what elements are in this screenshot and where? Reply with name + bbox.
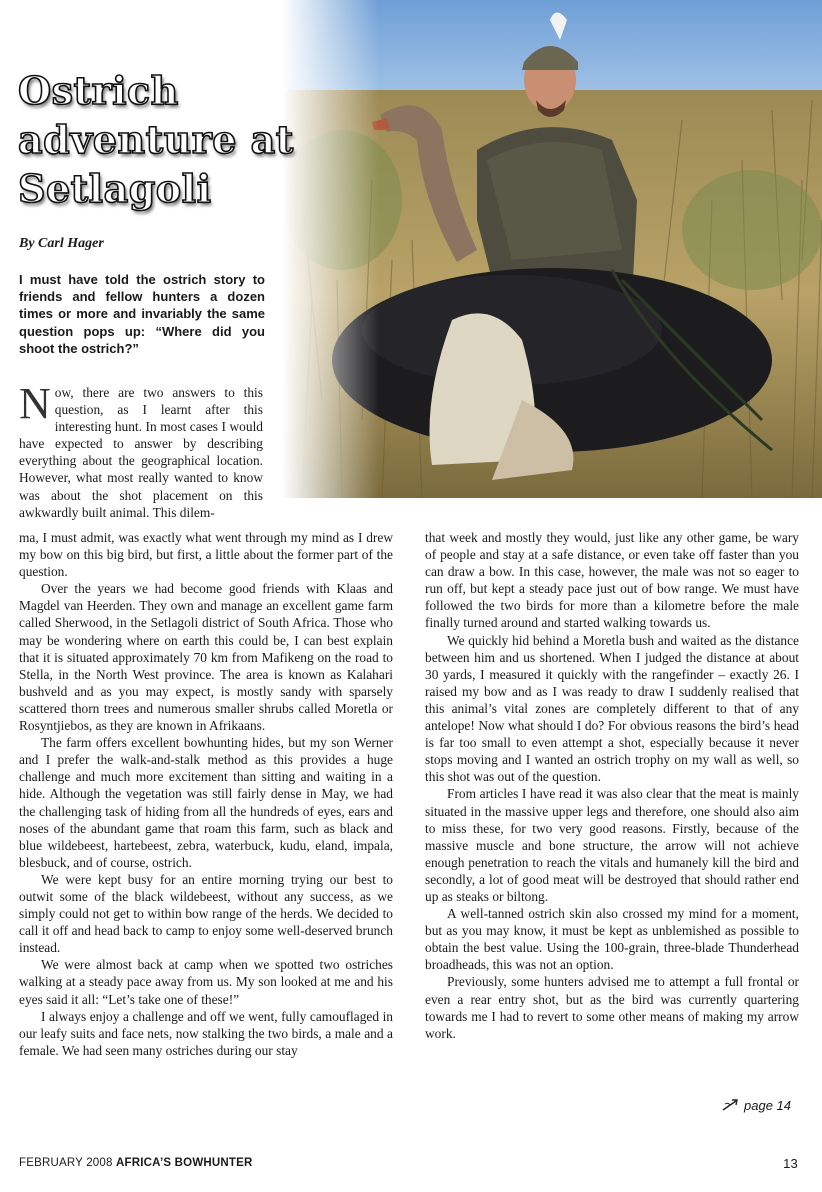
opening-paragraph [19,379,263,521]
magazine-name: AFRICA’S BOWHUNTER [116,1157,253,1169]
continued-label: page 14 [744,1098,791,1113]
body-paragraph: We quickly hid behind a Moretla bush and waited as the distance between him and us shortened. When I judged the distance at about 30 yards, I measured it quickly with the rangefinder – exactly 26. I raised my bow and as I was ready to draw I suddenly realised that this animal’s vital zones are completely different to that of any antelope! Now what should I do? For obvious reasons the bird’s head is far too small to even attempt a shot, especially because it never stops moving and I wanted an ostrich trophy on my wall as well, so this shot was out of the question. [425,632,799,785]
body-paragraph: Over the years we had become good friends with Klaas and Magdel van Heerden. They own and manage an excellent game farm called Sherwood, in the Setlagoli district of South Africa. Those who may be wondering where on earth this could be, I can best explain that it is situated approximately 70 km from Mafikeng on the road to Stella, in the North West province. The area is known as Kalahari bushveld and as you may expect, is mostly sandy with sparsely scattered thorn trees and numerous smaller shrubs called Moretla or Rosyntjiebos, as they are known in Afrikaans. [19,581,393,734]
body-paragraph: A well-tanned ostrich skin also crossed my mind for a moment, but as you may know, it must be kept as unblemished as possible to obtain the best value. Using the 100-grain, three-blade Thunderhead broadheads, this was not an option. [425,906,799,973]
page-number: 13 [783,1156,798,1171]
author-byline: By Carl Hager [19,236,104,251]
title-line-1: Ostrich [18,68,179,113]
title-line-3: Setlagoli [18,166,212,211]
opening-text: ow, there are two answers to this question, as I learnt after this interesting hunt. In most cases I would have expected to answer by describing everything about the geographical location. However, what most really wanted to know was about the shot placement on this awkwardly built animal. This dilem- [19,385,263,520]
article-opening [19,379,263,521]
body-paragraph: Previously, some hunters advised me to attempt a full frontal or even a rear entry shot, but as the bird was currently quartering towards me I had to revert to some other means of making my arrow work. [425,974,799,1041]
body-paragraph: The farm offers excellent bowhunting hides, but my son Werner and I prefer the walk-and-stalk method as this provides a huge challenge and much more excitement than sitting and waiting in a hide. Although the vegetation was still fairly dense in May, we had the challenging task of hiding from all the hundreds of eyes, ears and noses of the abundant game that roam this farm, such as black and blue wildebeest, hartebeest, zebra, waterbuck, kudu, eland, impala, blesbuck, and of course, ostrich. [19,735,393,870]
article-title [18,66,378,213]
title-line-2: adventure at [18,117,294,162]
body-paragraph: ma, I must admit, was exactly what went through my mind as I drew my bow on this big bird, but first, a little about the former part of the question. [19,530,393,580]
body-paragraph: We were kept busy for an entire morning trying our best to outwit some of the black wildebeest, without any success, as we simply could not get to within bow range of the herds. We decided to call it off and head back to camp to enjoy some well-deserved brunch instead. [19,871,393,956]
body-paragraph: From articles I have read it was also clear that the meat is mainly situated in the massive upper legs and therefore, one should also aim to miss these, for two very good reasons. Firstly, because of the massive muscle and bone structure, the arrow will not achieve enough penetration to reach the vitals and humanely kill the bird and secondly, a lot of good meat will be destroyed that should rather end up as steaks or biltong. [425,786,799,904]
article-column-left [19,529,393,1059]
drop-cap: N [19,379,51,428]
archer-arrow-icon [722,1098,740,1112]
article-column-right [425,529,799,1042]
page-footer [19,1157,798,1169]
issue-date: FEBRUARY 2008 [19,1157,113,1169]
body-paragraph: I always enjoy a challenge and off we went, fully camouflaged in our leafy suits and face nets, now stalking the two birds, a male and a female. We had seen many ostriches during our stay [19,1008,393,1058]
body-paragraph: that week and mostly they would, just like any other game, be wary of people and stay at a safe distance, or even take off faster than you can draw a bow. In this case, however, the male was not so eager to run off, but kept a steady pace just out of bow range. We must have followed the two birds for more than a kilometre before the male finally turned around and started walking towards us. [425,530,799,631]
body-paragraph: We were almost back at camp when we spotted two ostriches walking at a steady pace away from us. My son looked at me and his eyes said it all: “Let’s take one of these!” [19,957,393,1007]
continued-on-link[interactable] [722,1098,791,1113]
intro-paragraph: I must have told the ostrich story to friends and fellow hunters a dozen times or more and invariably the same question pops up: “Where did you shoot the ostrich?” [19,272,265,356]
